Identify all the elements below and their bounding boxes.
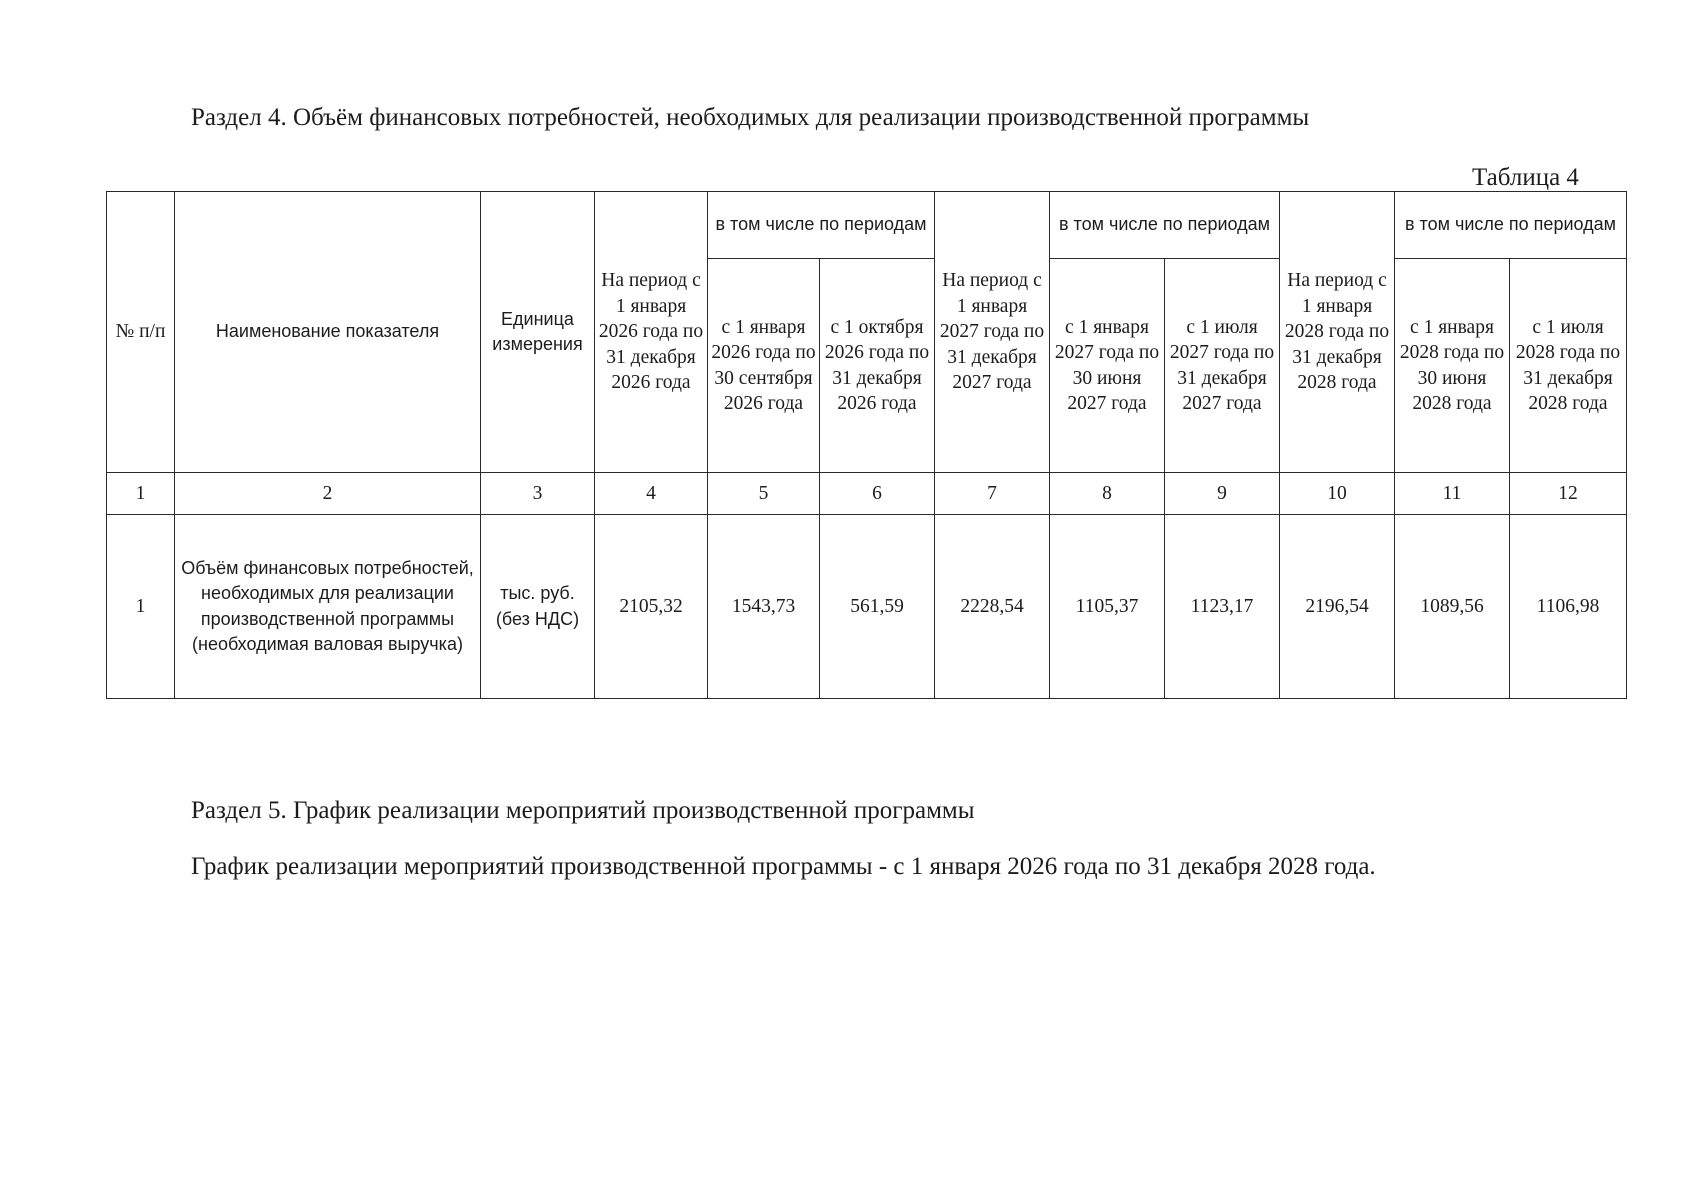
column-number: 7: [935, 473, 1050, 515]
header-total-2027: На период с 1 января 2027 года по 31 декабря 2027 года: [935, 192, 1050, 473]
header-group-2027: в том числе по периодам: [1050, 192, 1280, 259]
section-5-title: Раздел 5. График реализации мероприятий производственной программы: [191, 797, 975, 824]
row-value-2026-1: 1543,73: [708, 515, 820, 699]
column-number: 4: [595, 473, 708, 515]
section-5-text: График реализации мероприятий производственной программы - с 1 января 2026 года по 31 декабря 2028 года.: [191, 853, 1376, 880]
row-value-2028-1: 1089,56: [1395, 515, 1510, 699]
header-num: № п/п: [107, 192, 175, 473]
row-value-2028-2: 1106,98: [1510, 515, 1627, 699]
row-value-total-2028: 2196,54: [1280, 515, 1395, 699]
row-value-total-2027: 2228,54: [935, 515, 1050, 699]
column-number: 10: [1280, 473, 1395, 515]
header-unit: Единица измерения: [481, 192, 595, 473]
row-indicator-name: Объём финансовых потребностей, необходимых для реализации производственной программы (необходимая валовая выручка): [175, 515, 481, 699]
column-number: 8: [1050, 473, 1165, 515]
header-group-2026: в том числе по периодам: [708, 192, 935, 259]
row-value-2026-2: 561,59: [820, 515, 935, 699]
column-number: 6: [820, 473, 935, 515]
section-4-title: Раздел 4. Объём финансовых потребностей, необходимых для реализации производственной программы: [191, 104, 1310, 131]
row-value-2027-2: 1123,17: [1165, 515, 1280, 699]
table-caption: Таблица 4: [1472, 164, 1579, 191]
header-total-2028: На период с 1 января 2028 года по 31 декабря 2028 года: [1280, 192, 1395, 473]
header-period-2027-2: с 1 июля 2027 года по 31 декабря 2027 года: [1165, 259, 1280, 473]
row-num: 1: [107, 515, 175, 699]
column-number: 2: [175, 473, 481, 515]
header-period-2026-1: с 1 января 2026 года по 30 сентября 2026 года: [708, 259, 820, 473]
column-number: 1: [107, 473, 175, 515]
header-period-2028-2: с 1 июля 2028 года по 31 декабря 2028 года: [1510, 259, 1627, 473]
column-number: 9: [1165, 473, 1280, 515]
header-period-2027-1: с 1 января 2027 года по 30 июня 2027 года: [1050, 259, 1165, 473]
header-total-2026: На период с 1 января 2026 года по 31 декабря 2026 года: [595, 192, 708, 473]
column-number: 3: [481, 473, 595, 515]
financial-needs-table: [106, 191, 1627, 699]
header-group-2028: в том числе по периодам: [1395, 192, 1627, 259]
column-number: 12: [1510, 473, 1627, 515]
row-unit: тыс. руб. (без НДС): [481, 515, 595, 699]
header-name: Наименование показателя: [175, 192, 481, 473]
column-number: 5: [708, 473, 820, 515]
column-number: 11: [1395, 473, 1510, 515]
row-value-2027-1: 1105,37: [1050, 515, 1165, 699]
table-row: [107, 515, 1627, 699]
header-period-2028-1: с 1 января 2028 года по 30 июня 2028 года: [1395, 259, 1510, 473]
header-period-2026-2: с 1 октября 2026 года по 31 декабря 2026 года: [820, 259, 935, 473]
column-number-row: [107, 473, 1627, 515]
row-value-total-2026: 2105,32: [595, 515, 708, 699]
